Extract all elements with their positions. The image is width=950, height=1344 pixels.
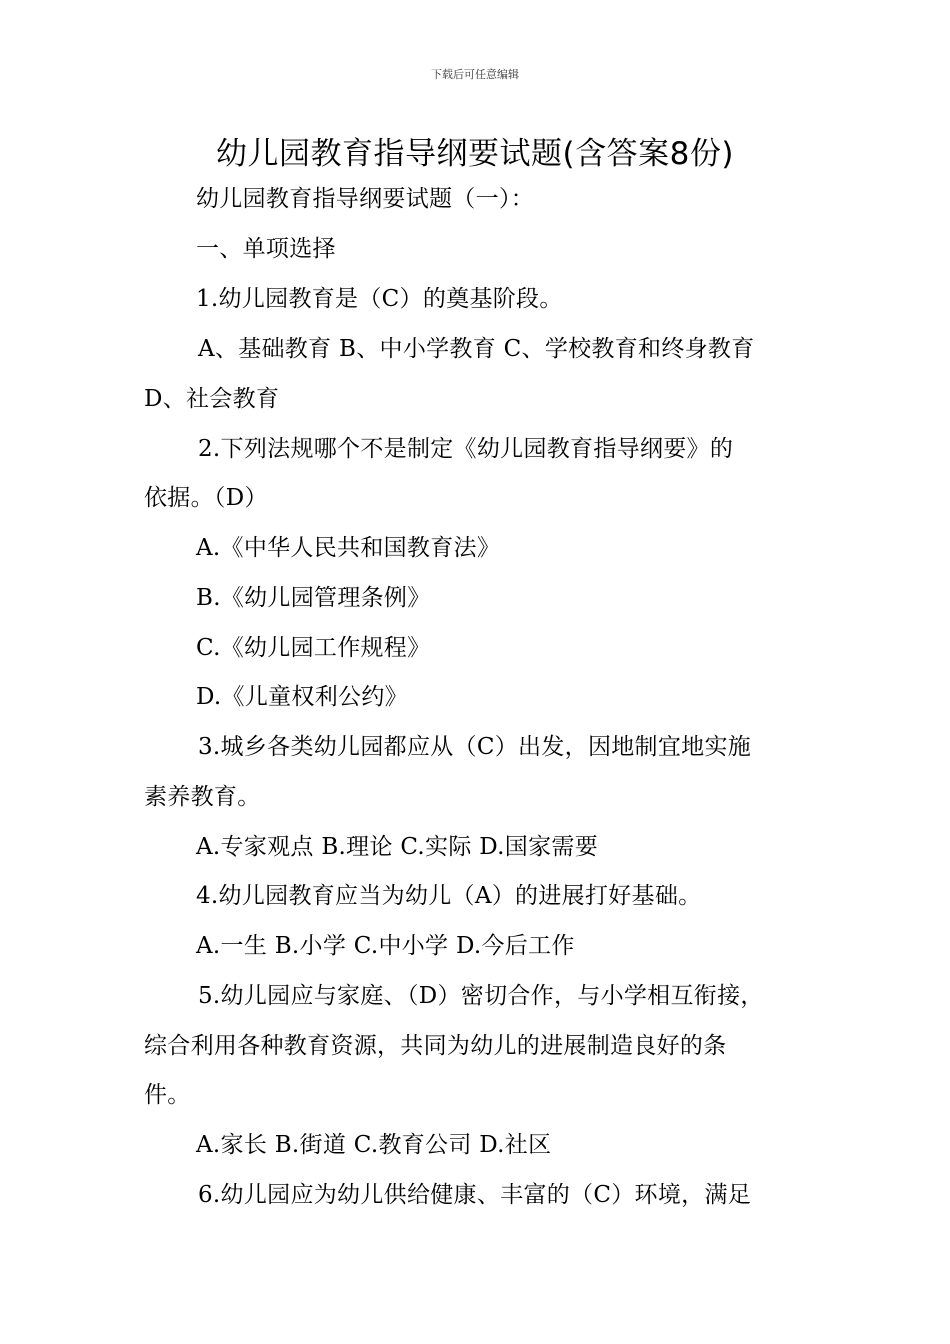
question-3-cont: 素养教育。 <box>144 784 261 810</box>
question-6: 6.幼儿园应为幼儿供给健康、丰富的（C）环境，满足 <box>198 1182 752 1208</box>
question-3-options: A.专家观点 B.理论 C.实际 D.国家需要 <box>196 834 598 860</box>
question-5-cont-1: 综合利用各种教育资源，共同为幼儿的进展制造良好的条 <box>144 1033 727 1059</box>
question-2-cont: 依据。（D） <box>144 485 268 511</box>
section-heading: 幼儿园教育指导纲要试题（一）： <box>196 186 534 212</box>
question-5-options: A.家长 B.街道 C.教育公司 D.社区 <box>196 1132 552 1158</box>
question-2-option-a: A.《中华人民共和国教育法》 <box>196 535 501 561</box>
question-4-options: A.一生 B.小学 C.中小学 D.今后工作 <box>196 933 575 959</box>
question-2-option-d: D.《儿童权利公约》 <box>196 684 408 710</box>
question-1-options-cont: D、社会教育 <box>144 386 280 412</box>
subsection-heading: 一、单项选择 <box>196 236 336 262</box>
question-2: 2.下列法规哪个不是制定《幼儿园教育指导纲要》的 <box>198 436 734 462</box>
header-note: 下载后可任意编辑 <box>431 68 519 81</box>
question-2-option-b: B.《幼儿园管理条例》 <box>196 585 431 611</box>
question-1-options: A、基础教育 B、中小学教育 C、学校教育和终身教育 <box>198 336 755 362</box>
page-title: 幼儿园教育指导纲要试题(含答案8份) <box>216 136 734 172</box>
question-3: 3.城乡各类幼儿园都应从（C）出发，因地制宜地实施 <box>198 734 752 760</box>
question-5-cont-2: 件。 <box>144 1082 191 1108</box>
question-2-option-c: C.《幼儿园工作规程》 <box>196 635 431 661</box>
question-4: 4.幼儿园教育应当为幼儿（A）的进展打好基础。 <box>196 883 702 909</box>
question-1: 1.幼儿园教育是（C）的奠基阶段。 <box>196 286 563 312</box>
question-5: 5.幼儿园应与家庭、（D）密切合作，与小学相互衔接， <box>198 983 764 1009</box>
